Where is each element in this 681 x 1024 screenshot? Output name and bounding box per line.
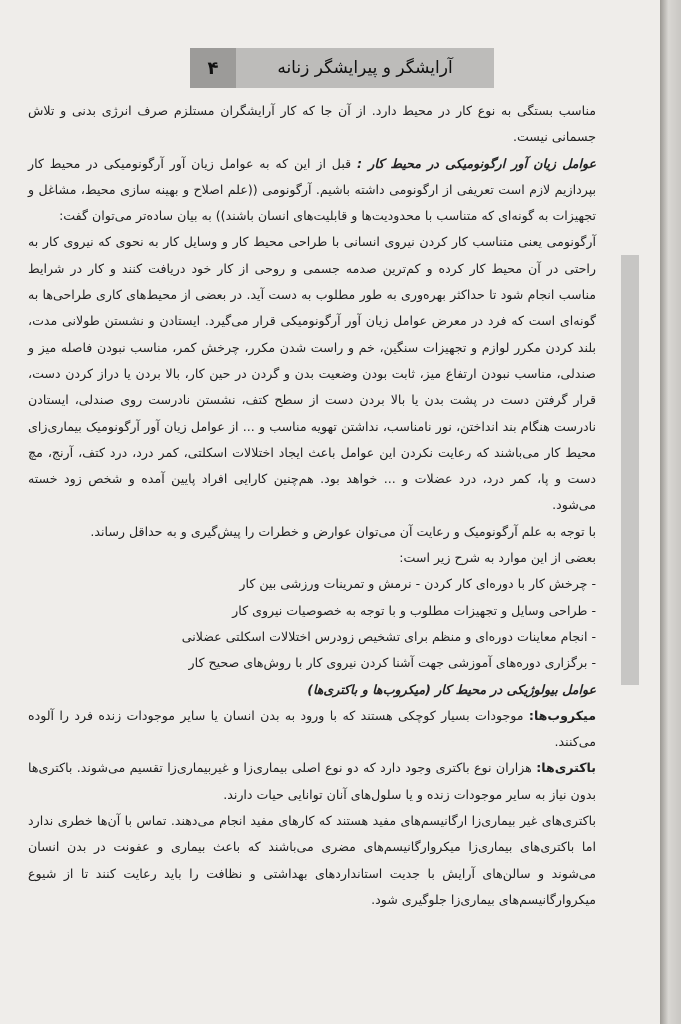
biological-heading: عوامل بیولوژیکی در محیط کار (میکروب‌ها و باکتری‌ها) bbox=[307, 681, 596, 697]
microbes-paragraph bbox=[28, 703, 596, 756]
list-item: - طراحی وسایل و تجهیزات مطلوب و با توجه به خصوصیات نیروی کار bbox=[232, 602, 596, 618]
ergonomics-paragraph-2: آرگونومی یعنی متناسب کار کردن نیروی انسانی با طراحی محیط کار و وسایل کار به نحوی که نیروی کار به راحتی در آن محیط کار کرده و کم‌ترین صدمه جسمی و روحی از کار خود دریافت کنند و کار در شرایط مناسب انجام شود تا حداکثر بهره‌وری به طور مطلوب به دست آید. در بعضی از محیط‌های کاری طراحی‌ها به گونه‌ای است که فرد در معرض عوامل زیان آور آرگونومیکی قرار می‌گیرد. ایستادن و نشستن طولانی مدت، بلند کردن مکرر لوازم و تجهیزات سنگین، خم و راست شدن مکرر، چرخش کمر، مناسب نبودن فاصله میز و صندلی، مناسب نبودن ارتفاع میز، ثابت بودن وضعیت بدن و گردن در حین کار، بالا بردن یا دراز کردن دست، قرار گرفتن دست در پشت بدن یا بالا بردن دست از سطح کتف، نشستن نادرست روی صندلی، ایستادن نادرست هنگام بند انداختن، نور نامناسب، نداشتن تهویه مناسب و ... از عوامل زیان آور آرگونومیک بیماری‌زای محیط کار می‌باشند که رعایت نکردن این عوامل باعث ایجاد اختلالات اسکلتی، کمر درد، درد کتف، آرنج، مچ دست و پا، کمر درد، درد عضلات و ... خواهد بود. هم‌چنین کارایی افراد پایین آمده و شخص زود خسته می‌شود. bbox=[28, 234, 596, 513]
page-number: ۴ bbox=[190, 48, 236, 88]
ergonomics-paragraph-1 bbox=[28, 151, 596, 230]
bacteria-paragraph-2: باکتری‌های غیر بیماری‌زا ارگانیسم‌های مفید هستند که کارهای مفید انجام می‌دهند. تماس با آن‌ها خطری ندارد اما باکتری‌های بیماری‌زا میکروارگانیسم‌های مضری می‌باشند که باعث بیماری و عفونت در بدن انسان می‌شوند و سالن‌های آرایش با جدیت استانداردهای بهداشتی و نظافت را باید رعایت کنند تا از شیوع میکروارگانیسم‌های بیماری‌زا جلوگیری شود. bbox=[28, 813, 596, 907]
ergonomics-text: قبل از این که به عوامل زیان آور آرگونومیکی در محیط کار بپردازیم لازم است تعریفی از ارگونومی داشته باشیم. آرگونومی ((علم اصلاح و بهینه سازی محیط، مشاغل و تجهیزات به گونه‌ای که متناسب با محدودیت‌ها و قابلیت‌های انسان باشند)) به بیان ساده‌تر می‌توان گفت: bbox=[28, 155, 596, 224]
bacteria-text: هزاران نوع باکتری وجود دارد که دو نوع اصلی بیماری‌زا و غیربیماری‌زا تقسیم می‌شوند. باکتری‌ها بدون نیاز به سایر موجودات زنده و یا سلول‌های آنان توانایی حیات دارند. bbox=[28, 760, 596, 802]
microbes-term: میکروب‌ها: bbox=[528, 707, 596, 723]
list-item: - انجام معاینات دوره‌ای و منظم برای تشخیص زودرس اختلالات اسکلتی عضلانی bbox=[181, 628, 596, 644]
page-content bbox=[28, 98, 596, 913]
page-side-tab bbox=[621, 255, 639, 685]
list-item: - چرخش کار با دوره‌ای کار کردن - نرمش و تمرینات ورزشی بین کار bbox=[239, 576, 596, 592]
page-edge bbox=[660, 0, 681, 1024]
bacteria-term: باکتری‌ها: bbox=[536, 760, 596, 776]
microbes-text: موجودات بسیار کوچکی هستند که با ورود به بدن انسان یا سایر موجودات زنده فرد را آلوده می‌کنند. bbox=[28, 707, 596, 750]
intro-paragraph: مناسب بستگی به نوع کار در محیط دارد. از آن جا که کار آرایشگران مستلزم صرف انرژی بدنی و تلاش جسمانی نیست. bbox=[28, 103, 596, 145]
ergonomics-paragraph-4: بعضی از این موارد به شرح زیر است: bbox=[399, 550, 596, 566]
running-title: آرایشگر و پیرایشگر زنانه bbox=[236, 48, 494, 88]
bacteria-paragraph-1 bbox=[28, 755, 596, 808]
ergonomics-heading: عوامل زیان آور ارگونومیکی در محیط کار : bbox=[357, 155, 596, 171]
list-item: - برگزاری دوره‌های آموزشی جهت آشنا کردن نیروی کار با روش‌های صحیح کار bbox=[188, 655, 596, 671]
page-header bbox=[190, 48, 494, 88]
ergonomics-paragraph-3: با توجه به علم آرگونومیک و رعایت آن می‌توان عوارض و خطرات را پیش‌گیری و به حداقل رساند. bbox=[90, 523, 596, 539]
